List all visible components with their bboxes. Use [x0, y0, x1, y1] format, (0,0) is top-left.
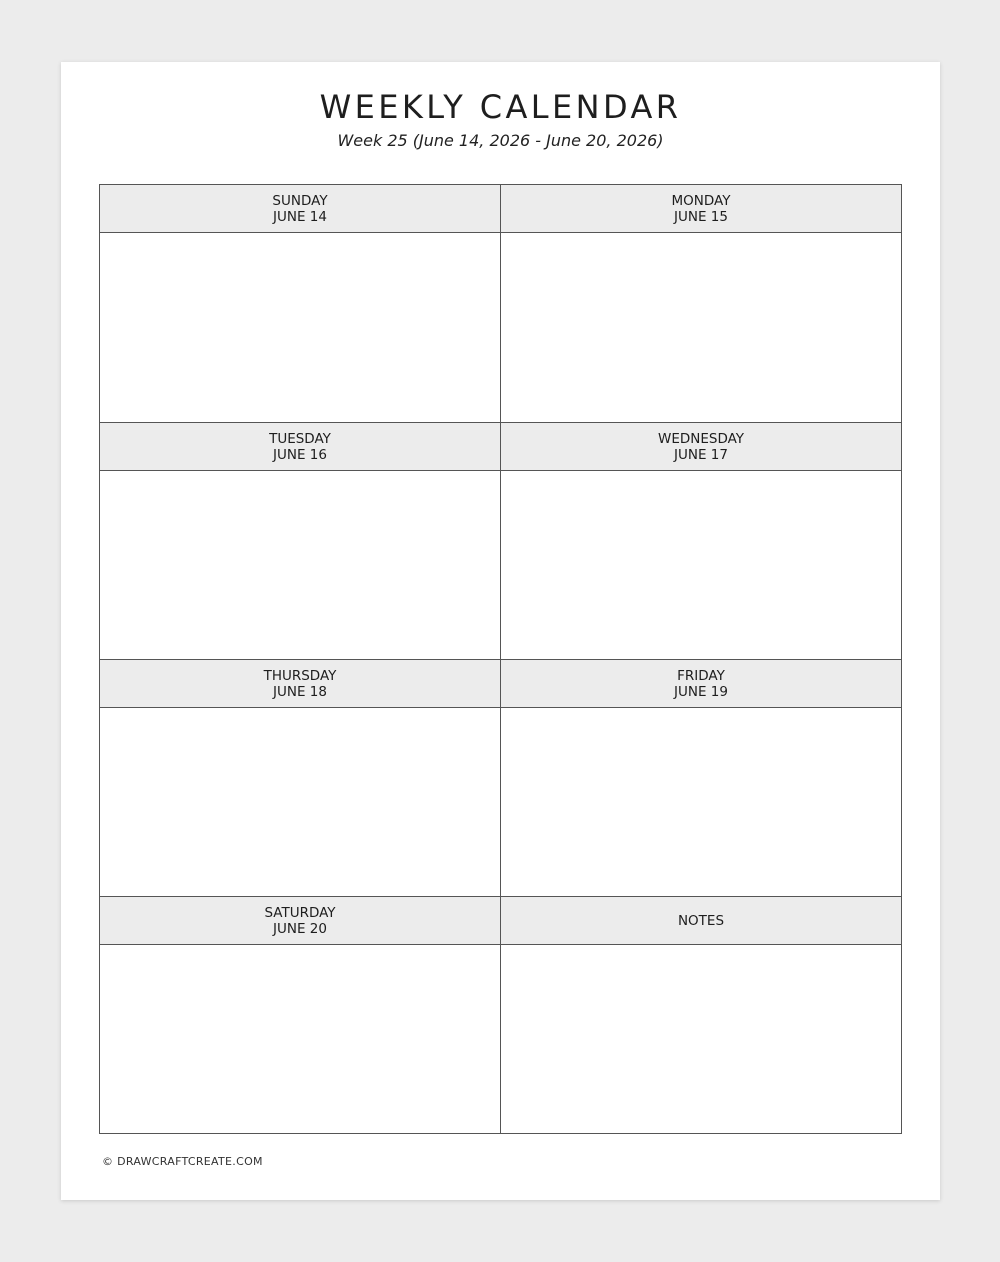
day-date: JUNE 16 [273, 446, 327, 463]
calendar-grid [99, 184, 902, 1134]
day-header-friday [501, 660, 901, 708]
day-date: JUNE 17 [674, 446, 728, 463]
day-cell-wednesday [501, 422, 901, 659]
day-header-saturday [100, 897, 500, 945]
day-name: MONDAY [671, 192, 731, 209]
day-writing-area-wednesday[interactable] [501, 471, 901, 659]
day-date: JUNE 14 [273, 208, 327, 225]
day-cell-friday [501, 659, 901, 896]
day-header-monday [501, 185, 901, 233]
day-cell-monday [501, 185, 901, 422]
notes-header [501, 897, 901, 945]
week-subtitle: Week 25 (June 14, 2026 - June 20, 2026) [337, 131, 664, 150]
notes-cell [501, 896, 901, 1133]
day-date: JUNE 19 [674, 683, 728, 700]
day-date: JUNE 15 [674, 208, 728, 225]
page-title: WEEKLY CALENDAR [319, 88, 682, 126]
day-writing-area-tuesday[interactable] [100, 471, 500, 659]
day-cell-saturday [100, 896, 501, 1133]
day-writing-area-friday[interactable] [501, 708, 901, 896]
day-date: JUNE 20 [273, 920, 327, 937]
day-writing-area-monday[interactable] [501, 233, 901, 422]
notes-label: NOTES [677, 912, 725, 929]
calendar-sheet [61, 62, 940, 1200]
day-name: WEDNESDAY [657, 430, 745, 447]
day-header-sunday [100, 185, 500, 233]
day-header-wednesday [501, 423, 901, 471]
day-name: FRIDAY [677, 667, 725, 684]
day-writing-area-saturday[interactable] [100, 945, 500, 1133]
day-cell-tuesday [100, 422, 501, 659]
day-header-thursday [100, 660, 500, 708]
day-date: JUNE 18 [273, 683, 327, 700]
day-name: SATURDAY [264, 904, 336, 921]
day-header-tuesday [100, 423, 500, 471]
day-cell-sunday [100, 185, 501, 422]
day-name: THURSDAY [263, 667, 337, 684]
day-cell-thursday [100, 659, 501, 896]
day-name: SUNDAY [272, 192, 328, 209]
day-writing-area-sunday[interactable] [100, 233, 500, 422]
day-writing-area-thursday[interactable] [100, 708, 500, 896]
day-name: TUESDAY [269, 430, 331, 447]
notes-writing-area[interactable] [501, 945, 901, 1133]
copyright-footer: © DRAWCRAFTCREATE.COM [102, 1155, 263, 1168]
